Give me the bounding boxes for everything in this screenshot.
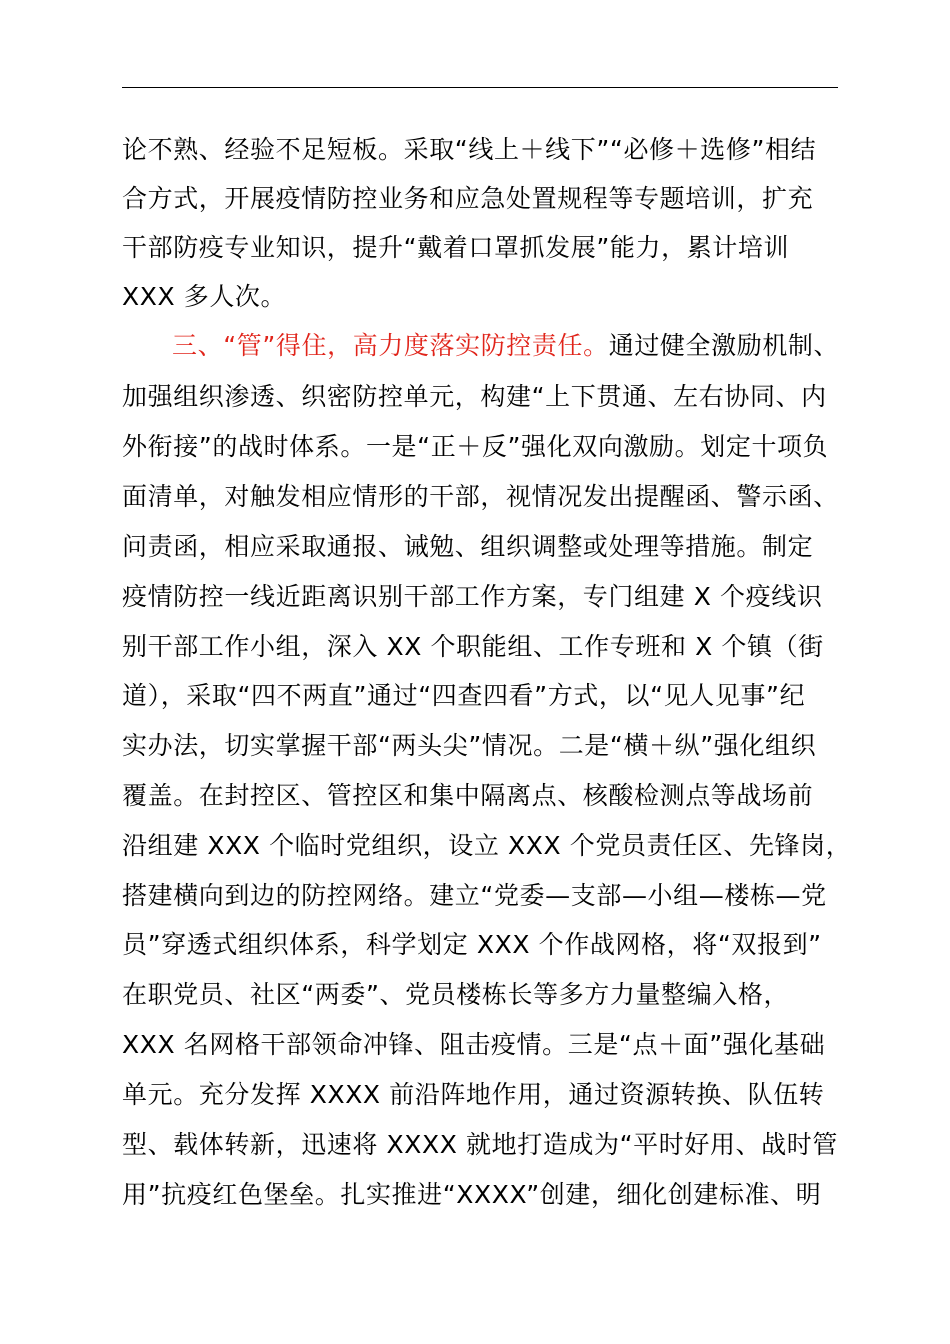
text-line: 干部防疫专业知识，提升“戴着口罩抓发展”能力，累计培训 (122, 233, 790, 262)
text-line: 搭建横向到边的防控网络。建立“党委—支部—小组—楼栋—党 (122, 881, 827, 910)
text-line: 覆盖。在封控区、管控区和集中隔离点、核酸检测点等战场前 (122, 781, 814, 810)
text-line: XXX 多人次。 (122, 282, 287, 311)
text-line: 员”穿透式组织体系，科学划定 XXX 个作战网格，将“双报到” (122, 930, 822, 959)
section-3-first-line (172, 331, 842, 361)
text-line: 型、载体转新，迅速将 XXXX 就地打造成为“平时好用、战时管 (122, 1130, 838, 1159)
text-line: 用”抗疫红色堡垒。扎实推进“XXXX”创建，细化创建标准、明 (122, 1180, 822, 1209)
text-line: XXX 名网格干部领命冲锋、阻击疫情。三是“点＋面”强化基础 (122, 1030, 826, 1059)
text-line: 在职党员、社区“两委”、党员楼栋长等多方力量整编入格， (122, 980, 790, 1009)
section-3-heading: 三、“管”得住，高力度落实防控责任。 (172, 331, 609, 360)
text-line: 外衔接”的战时体系。一是“正＋反”强化双向激励。划定十项负 (122, 432, 829, 461)
text-line: 加强组织渗透、织密防控单元，构建“上下贯通、左右协同、内 (122, 382, 827, 411)
text-line: 面清单，对触发相应情形的干部，视情况发出提醒函、警示函、 (122, 482, 839, 511)
text-line: 疫情防控一线近距离识别干部工作方案，专门组建 X 个疫线识 (122, 582, 823, 611)
text-line: 单元。充分发挥 XXXX 前沿阵地作用，通过资源转换、队伍转 (122, 1080, 825, 1109)
text-line: 实办法，切实掌握干部“两头尖”情况。二是“横＋纵”强化组织 (122, 731, 817, 760)
text-line: 论不熟、经验不足短板。采取“线上＋线下”“必修＋选修”相结 (122, 135, 817, 164)
text-line: 别干部工作小组，深入 XX 个职能组、工作专班和 X 个镇（街 (122, 632, 824, 661)
text-line: 道），采取“四不两直”通过“四查四看”方式，以“见人见事”纪 (122, 681, 806, 710)
text-line: 沿组建 XXX 个临时党组织，设立 XXX 个党员责任区、先锋岗， (122, 831, 852, 860)
text-line: 合方式，开展疫情防控业务和应急处置规程等专题培训，扩充 (122, 184, 814, 213)
header-rule (122, 87, 838, 88)
text-line: 问责函，相应采取通报、诫勉、组织调整或处理等措施。制定 (122, 532, 814, 561)
section-3-lead-text: 通过健全激励机制、 (608, 331, 840, 360)
